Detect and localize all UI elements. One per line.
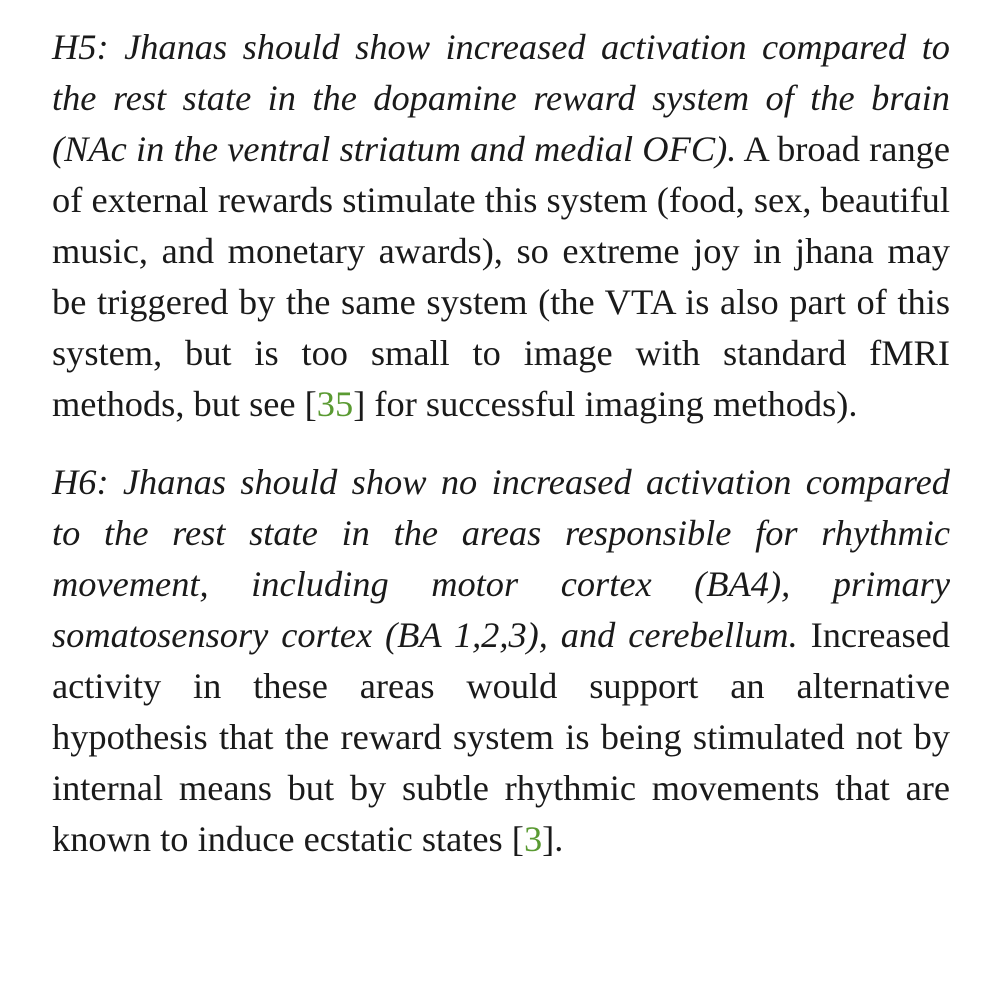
paragraph-h5-body-end: ] for successful imaging methods). <box>353 384 858 424</box>
paragraph-h5 <box>52 22 950 430</box>
paragraph-h6-body: Increased activity in these areas would support an alternative hypothesis that the reward system is being stimulated not by internal means but by subtle rhythmic movements that are known to induce ecstatic states [ <box>52 615 951 859</box>
citation-link-35[interactable]: 35 <box>316 384 354 424</box>
citation-link-3[interactable]: 3 <box>523 819 543 859</box>
hypothesis-h6: H6: Jhanas should show no increased activation compared to the rest state in the areas responsible for rhythmic movement, including motor cortex (BA4), primary somatosensory cortex (BA 1,2,3), and cerebellum. <box>52 462 950 655</box>
paragraph-h6 <box>52 457 950 865</box>
document-page <box>52 22 950 865</box>
paragraph-h5-body: A broad range of external rewards stimulate this system (food, sex, beautiful music, and monetary awards), so extreme joy in jhana may be triggered by the same system (the VTA is also part of this system, but is too small to image with standard fMRI methods, but see [ <box>52 129 950 424</box>
hypothesis-h5: H5: Jhanas should show increased activation compared to the rest state in the dopamine reward system of the brain (NAc in the ventral striatum and medial OFC). <box>52 27 950 169</box>
paragraph-h6-body-end: ]. <box>542 819 564 859</box>
